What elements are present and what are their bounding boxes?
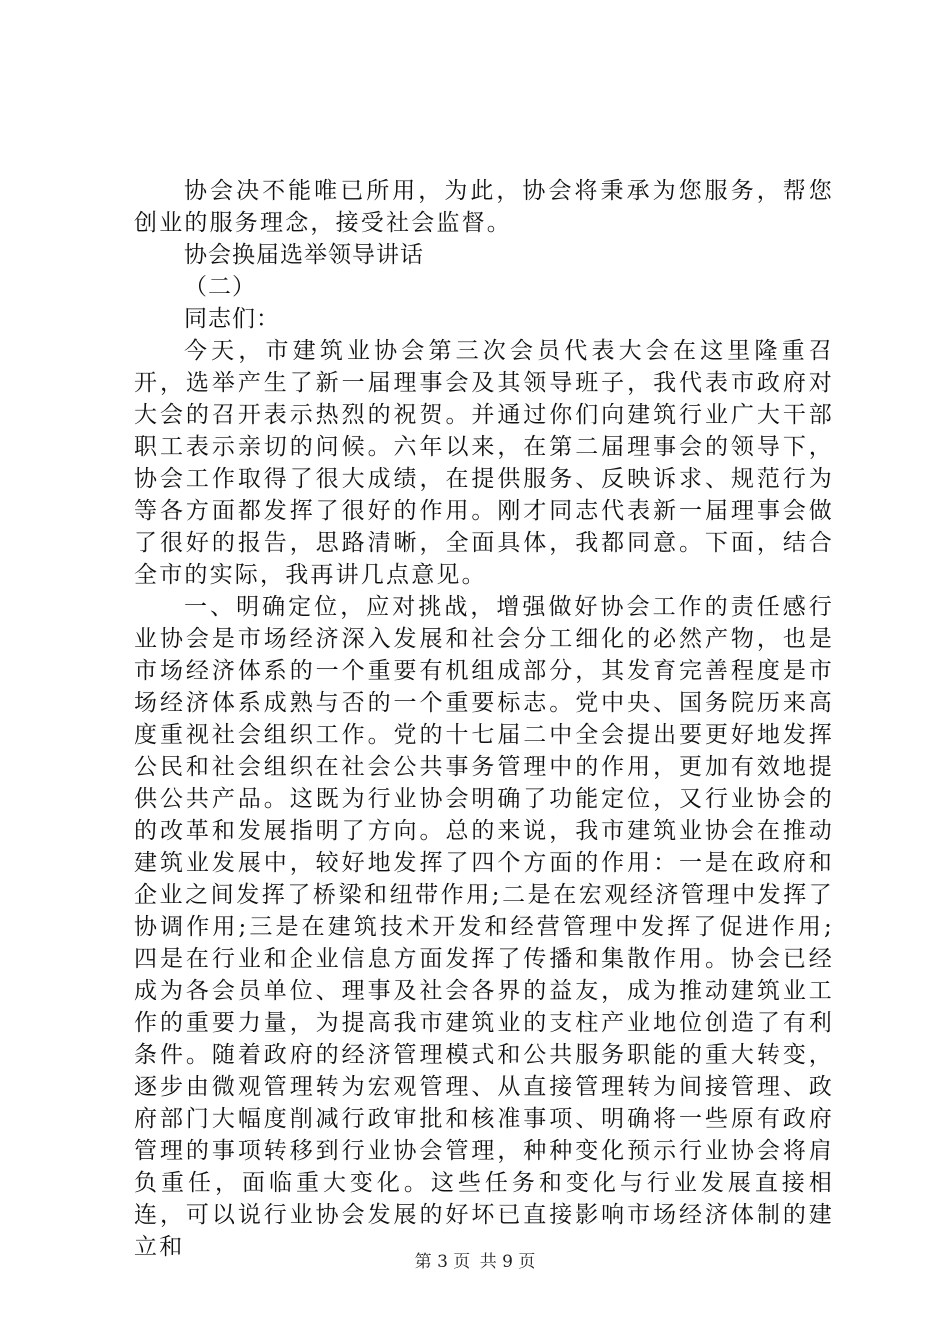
- salutation: 同志们：: [184, 306, 280, 332]
- paragraph-point-one: 一、明确定位，应对挑战，增强做好协会工作的责任感行业协会是市场经济深入发展和社会分工细化的必然产物，也是市场经济体系的一个重要有机组成部分，其发育完善程度是市场经济体系成熟与否的一个重要标志。党中央、国务院历来高度重视社会组织工作。党的十七届二中全会提出要更好地发挥公民和社会组织在社会公共事务管理中的作用，更加有效地提供公共产品。这既为行业协会明确了功能定位，又行业协会的的改革和发展指明了方向。总的来说，我市建筑业协会在推动建筑业发展中，较好地发挥了四个方面的作用：一是在政府和企业之间发挥了桥梁和纽带作用;二是在宏观经济管理中发挥了协调作用;三是在建筑技术开发和经营管理中发挥了促进作用;四是在行业和企业信息方面发挥了传播和集散作用。协会已经成为各会员单位、理事及社会各界的益友，成为推动建筑业工作的重要力量，为提高我市建筑业的支柱产业地位创造了有利条件。随着政府的经济管理模式和公共服务职能的重大转变，逐步由微观管理转为宏观管理、从直接管理转为间接管理、政府部门大幅度削减行政审批和核准事项、明确将一些原有政府管理的事项转移到行业协会管理，种种变化预示行业协会将肩负重任，面临重大变化。这些任务和变化与行业发展直接相连，可以说行业协会发展的好坏已直接影响市场经济体制的建立和: [134, 594, 834, 1260]
- page-total: 共 9 页: [479, 1252, 536, 1272]
- section-number: （二）: [184, 274, 256, 300]
- page-footer: [0, 1247, 950, 1272]
- document-body: [134, 175, 834, 1263]
- page-number: 第 3 页: [414, 1252, 471, 1272]
- paragraph-intro: 协会决不能唯已所用，为此，协会将秉承为您服务，帮您创业的服务理念，接受社会监督。: [134, 178, 834, 236]
- speech-title: 协会换届选举领导讲话: [184, 242, 424, 268]
- paragraph-opening: 今天，市建筑业协会第三次会员代表大会在这里隆重召开，选举产生了新一届理事会及其领导班子，我代表市政府对大会的召开表示热烈的祝贺。并通过你们向建筑行业广大干部职工表示亲切的问候。六年以来，在第二届理事会的领导下，协会工作取得了很大成绩，在提供服务、反映诉求、规范行为等各方面都发挥了很好的作用。刚才同志代表新一届理事会做了很好的报告，思路清晰，全面具体，我都同意。下面，结合全市的实际，我再讲几点意见。: [134, 338, 834, 588]
